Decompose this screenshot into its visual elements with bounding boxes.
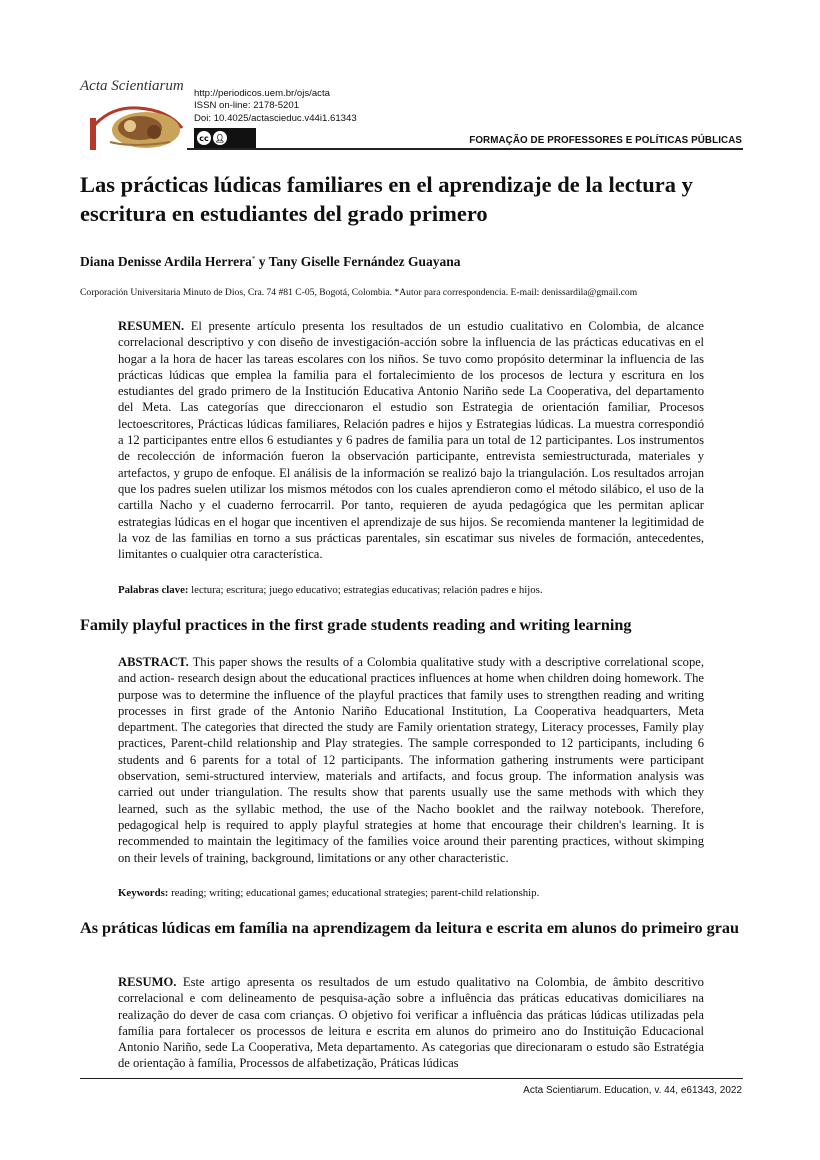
palabras-clave-label: Palabras clave: — [118, 584, 189, 596]
abstract-label: ABSTRACT. — [118, 655, 189, 669]
affiliation: Corporación Universitaria Minuto de Dios, Cra. 74 #81 C-05, Bogotá, Colombia. *Autor para correspondencia. E-mail: denissardila@gmail.com — [80, 287, 638, 298]
journal-meta — [194, 88, 357, 125]
resumo-label: RESUMO. — [118, 975, 177, 989]
footer-divider — [80, 1078, 743, 1079]
resumen-block — [118, 318, 704, 562]
keywords-text: reading; writing; educational games; educational strategies; parent-child relationship. — [171, 887, 540, 899]
journal-section: FORMAÇÃO DE PROFESSORES E POLÍTICAS PÚBLICAS — [469, 135, 742, 146]
resumen-label: RESUMEN. — [118, 319, 185, 333]
keywords-label: Keywords: — [118, 887, 169, 899]
resumen-text: El presente artículo presenta los resultados de un estudio cualitativo en Colombia, de alcance correlacional descriptivo y con diseño de investigación-acción sobre la influencia de las prácticas educativas en el hogar a la hora de hacer las tareas escolares con los niños. Se tuvo como propósito determinar la influencia de las prácticas lúdicas que emplea la familia para el fortalecimiento de los procesos de lectura y escritura en los estudiantes del grado primero de la Institución Educativa Antonio Nariño sede La Cooperativa, del departamento del Meta. Las categorías que direccionaron el estudio son Estrategia de orientación familiar, Procesos lectoescritores, Prácticas lúdicas familiares, Relación padres e hijos y Estrategias lúdicas. La muestra correspondió a 12 participantes entre ellos 6 estudiantes y 6 padres de familia para un total de 12 participantes. Los instrumentos de recolección de información fueron la observación participante, entrevista semiestructurada, materiales y artefactos, y grupo de enfoque. El análisis de la información se realizó bajo la triangulación. Los resultados arrojan que los padres suelen utilizar los mismos métodos con los cuales aprendieron como el método silábico, el uso de la cartilla Nacho y el cuaderno ferrocarril. Por tanto, requieren de ayuda pedagógica que les permitan aplicar estrategias lúdicas en el hogar que incentiven el aprendizaje de sus hijos. Se recomienda mantener la legitimidad de la voz de las familias en torno a sus prácticas parentales, sin escatimar sus niveles de formación, antecedentes, limitantes o cualquier otra característica. — [118, 319, 704, 562]
author-2: Tany Giselle Fernández Guayana — [268, 254, 461, 269]
journal-issn: ISSN on-line: 2178-5201 — [194, 100, 300, 112]
author-separator: y — [255, 254, 269, 269]
article-doi[interactable]: Doi: 10.4025/actascieduc.v44i1.61343 — [194, 112, 357, 124]
abstract-block — [118, 654, 704, 866]
portuguese-title: As práticas lúdicas em família na aprendizagem da leitura e escrita em alunos do primeiro grau — [80, 919, 739, 937]
cc-icon: cc — [197, 131, 211, 145]
corresponding-mark: * — [251, 255, 256, 263]
palabras-clave — [118, 584, 718, 596]
article-title: Las prácticas lúdicas familiares en el aprendizaje de la lectura y escritura en estudiantes del grado primero — [80, 172, 693, 226]
by-person-icon: 👤︎ — [213, 131, 227, 145]
logo-artwork — [90, 98, 186, 150]
resumo-block — [118, 974, 704, 1074]
cc-by-icon[interactable] — [194, 128, 256, 148]
english-title: Family playful practices in the first grade students reading and writing learning — [80, 616, 632, 634]
abstract-text: This paper shows the results of a Colombia qualitative study with a descriptive correlational scope, and action- research design about the educational practices influences at home when children doing homework. The purpose was to determine the influence of the playful practices that family uses to strengthen reading and writing processes in first grade of the Antonio Nariño Educational Institution, La Cooperativa headquarters, Meta department. The categories that directed the study are Family orientation strategy, Literacy processes, Family play practices, Parent-child relationship and Play strategies. The sample corresponded to 12 participants, including 6 students and 6 parents for a total of 12 participants. The information gathering instruments were participant observation, semi-structured interview, materials and artifacts, and focus group. The information analysis was carried out under triangulation. The results show that parents usually use the same methods with which they learned, such as the syllabic method, the use of the Nacho booklet and the railway notebook. Therefore, pedagogical help is required to apply playful strategies at home that encourage their children's learning. It is recommended to maintain the legitimacy of the families voice around their parenting practices, without skimping on their levels of training, background, limitations or any other characteristic. — [118, 655, 705, 865]
keywords — [118, 887, 718, 899]
authors-line — [80, 254, 461, 270]
journal-url[interactable]: http://periodicos.uem.br/ojs/acta — [194, 88, 330, 99]
header-divider — [187, 148, 743, 150]
logo-text: Acta Scientiarum — [80, 78, 184, 94]
resumo-text: Este artigo apresenta os resultados de um estudo qualitativo na Colombia, de âmbito descritivo correlacional e com delineamento de pesquisa-ação sobre a influência das práticas educativas domiciliares na realização do dever de casa com crianças. O objetivo foi verificar a influência das práticas lúdicas utilizadas pela família para fortalecer os processos de leitura e escrita em alunos do primeiro ano do Instituição Educacional Antonio Nariño, sede La Cooperativa, Meta departamento. As categorias que direcionaram o estudo são Estratégia de orientação à família, Processos de alfabetização, Práticas lúdicas — [118, 975, 704, 1071]
palabras-clave-text: lectura; escritura; juego educativo; estrategias educativas; relación padres e hijos. — [191, 584, 543, 596]
author-1: Diana Denisse Ardila Herrera — [80, 254, 252, 269]
journal-logo — [80, 78, 188, 150]
footer-citation: Acta Scientiarum. Education, v. 44, e61343, 2022 — [523, 1085, 742, 1096]
